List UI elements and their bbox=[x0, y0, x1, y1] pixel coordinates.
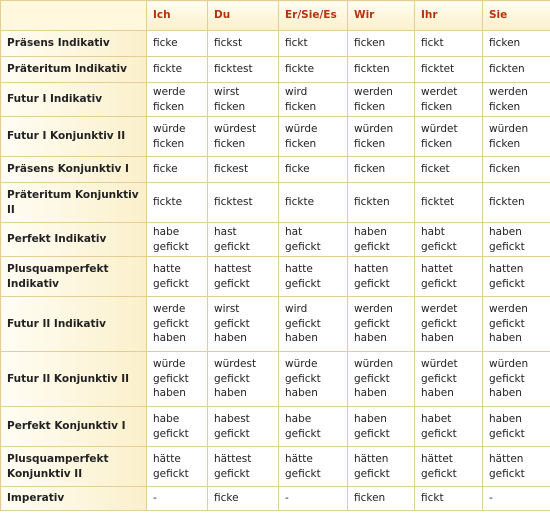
conjugation-form: gefickt bbox=[354, 317, 390, 330]
conjugation-cell bbox=[279, 297, 348, 352]
conjugation-form: haben bbox=[489, 413, 522, 425]
conjugation-cell bbox=[208, 157, 279, 183]
conjugation-cell bbox=[208, 57, 279, 83]
conjugation-cell bbox=[348, 223, 415, 257]
conjugation-form: gefickt bbox=[354, 427, 390, 440]
conjugation-form: gefickt bbox=[421, 427, 457, 440]
conjugation-form: gefickt bbox=[153, 240, 189, 253]
conjugation-form: hat bbox=[285, 226, 303, 238]
conjugation-cell bbox=[348, 157, 415, 183]
conjugation-form: haben bbox=[285, 387, 318, 400]
conjugation-cell bbox=[348, 57, 415, 83]
conjugation-form: fickten bbox=[354, 196, 390, 209]
conjugation-form: ficken bbox=[421, 100, 453, 113]
conjugation-form: gefickt bbox=[489, 467, 525, 480]
conjugation-form: hattet bbox=[421, 263, 453, 275]
conjugation-form: haben bbox=[354, 413, 387, 425]
table-row bbox=[1, 157, 550, 183]
conjugation-form: ficken bbox=[354, 137, 386, 150]
conjugation-cell bbox=[279, 447, 348, 487]
conjugation-cell bbox=[208, 183, 279, 223]
conjugation-cell bbox=[279, 83, 348, 117]
conjugation-form: gefickt bbox=[214, 467, 250, 480]
conjugation-cell bbox=[279, 117, 348, 157]
conjugation-form: gefickt bbox=[153, 467, 189, 480]
conjugation-form: habt bbox=[421, 226, 445, 238]
conjugation-form: ficke bbox=[153, 163, 178, 176]
conjugation-form: wird bbox=[285, 303, 308, 316]
conjugation-form: würdet bbox=[421, 123, 458, 135]
conjugation-form: ficke bbox=[153, 37, 178, 50]
conjugation-cell bbox=[348, 352, 415, 407]
conjugation-form: würdest bbox=[214, 123, 257, 135]
conjugation-form: hätte bbox=[153, 453, 181, 465]
row-label: Futur I Konjunktiv II bbox=[1, 117, 147, 157]
conjugation-form: haben bbox=[153, 387, 186, 400]
conjugation-form: haben bbox=[421, 387, 454, 400]
conjugation-cell bbox=[348, 487, 415, 511]
conjugation-form: hätten bbox=[489, 453, 524, 465]
row-label: Perfekt Indikativ bbox=[1, 223, 147, 257]
conjugation-cell bbox=[348, 447, 415, 487]
table-row bbox=[1, 297, 550, 352]
conjugation-cell bbox=[147, 257, 208, 297]
conjugation-cell bbox=[279, 487, 348, 511]
conjugation-form: fickest bbox=[214, 163, 249, 176]
table-row bbox=[1, 447, 550, 487]
conjugation-form: gefickt bbox=[421, 372, 457, 385]
conjugation-form: haben bbox=[489, 387, 522, 400]
conjugation-form: gefickt bbox=[489, 277, 525, 290]
conjugation-cell bbox=[415, 83, 483, 117]
conjugation-form: gefickt bbox=[421, 240, 457, 253]
column-header: Ihr bbox=[415, 1, 483, 31]
conjugation-cell bbox=[348, 83, 415, 117]
conjugation-form: hatte bbox=[153, 263, 181, 275]
table-row bbox=[1, 223, 550, 257]
conjugation-form: gefickt bbox=[354, 277, 390, 290]
conjugation-form: wirst bbox=[214, 86, 240, 98]
table-row bbox=[1, 407, 550, 447]
conjugation-form: haben bbox=[489, 226, 522, 238]
conjugation-form: habest bbox=[214, 413, 250, 425]
conjugation-cell bbox=[483, 487, 550, 511]
conjugation-form: werdet bbox=[421, 303, 458, 316]
conjugation-form: fickt bbox=[421, 37, 444, 50]
conjugation-cell bbox=[279, 31, 348, 57]
conjugation-cell bbox=[147, 223, 208, 257]
conjugation-cell bbox=[147, 57, 208, 83]
conjugation-form: hätten bbox=[354, 453, 389, 465]
conjugation-form: fickten bbox=[489, 196, 525, 209]
row-label: Präteritum Indikativ bbox=[1, 57, 147, 83]
conjugation-form: ficken bbox=[214, 100, 246, 113]
row-label: Plusquamperfekt Indikativ bbox=[1, 257, 147, 297]
conjugation-form: habe bbox=[153, 226, 180, 238]
conjugation-form: werden bbox=[354, 86, 393, 98]
conjugation-cell bbox=[147, 487, 208, 511]
conjugation-form: ficke bbox=[214, 492, 239, 505]
conjugation-form: ficken bbox=[489, 137, 521, 150]
conjugation-cell bbox=[147, 407, 208, 447]
conjugation-cell bbox=[415, 117, 483, 157]
conjugation-cell bbox=[147, 183, 208, 223]
conjugation-cell bbox=[483, 257, 550, 297]
conjugation-form: fickt bbox=[285, 37, 308, 50]
conjugation-form: gefickt bbox=[285, 317, 321, 330]
conjugation-cell bbox=[279, 223, 348, 257]
conjugation-cell bbox=[208, 117, 279, 157]
conjugation-form: würden bbox=[354, 358, 394, 371]
conjugation-form: hättet bbox=[421, 453, 453, 465]
conjugation-form: gefickt bbox=[153, 372, 189, 385]
conjugation-form: gefickt bbox=[214, 317, 250, 330]
conjugation-cell bbox=[483, 157, 550, 183]
conjugation-cell bbox=[415, 407, 483, 447]
conjugation-form: gefickt bbox=[285, 277, 321, 290]
conjugation-form: gefickt bbox=[214, 277, 250, 290]
conjugation-cell bbox=[279, 183, 348, 223]
conjugation-form: ficken bbox=[285, 137, 317, 150]
conjugation-form: habet bbox=[421, 413, 452, 425]
conjugation-form: ficken bbox=[153, 137, 185, 150]
table-row bbox=[1, 57, 550, 83]
conjugation-form: gefickt bbox=[214, 240, 250, 253]
conjugation-form: haben bbox=[421, 332, 454, 345]
conjugation-form: werden bbox=[489, 86, 528, 98]
conjugation-form: würde bbox=[285, 358, 318, 371]
conjugation-form: ficket bbox=[421, 163, 450, 176]
conjugation-cell bbox=[147, 31, 208, 57]
conjugation-form: hätte bbox=[285, 453, 313, 465]
conjugation-form: gefickt bbox=[489, 427, 525, 440]
conjugation-form: ficken bbox=[153, 100, 185, 113]
conjugation-cell bbox=[415, 297, 483, 352]
conjugation-form: ficken bbox=[354, 37, 386, 50]
conjugation-cell bbox=[483, 447, 550, 487]
conjugation-form: ficken bbox=[354, 492, 386, 505]
conjugation-form: fickt bbox=[421, 492, 444, 505]
conjugation-cell bbox=[483, 407, 550, 447]
table-row bbox=[1, 31, 550, 57]
conjugation-cell bbox=[415, 447, 483, 487]
row-label: Futur I Indikativ bbox=[1, 83, 147, 117]
conjugation-form: haben bbox=[214, 332, 247, 345]
conjugation-cell bbox=[279, 352, 348, 407]
conjugation-form: hatten bbox=[354, 263, 389, 275]
conjugation-form: werde bbox=[153, 303, 186, 316]
table-row bbox=[1, 83, 550, 117]
conjugation-cell bbox=[279, 257, 348, 297]
conjugation-form: gefickt bbox=[421, 467, 457, 480]
conjugation-form: ficken bbox=[489, 37, 521, 50]
conjugation-form: gefickt bbox=[285, 240, 321, 253]
conjugation-form: gefickt bbox=[489, 240, 525, 253]
conjugation-cell bbox=[483, 352, 550, 407]
conjugation-cell bbox=[208, 257, 279, 297]
conjugation-form: werde bbox=[153, 86, 186, 98]
column-header: Du bbox=[208, 1, 279, 31]
conjugation-cell bbox=[348, 257, 415, 297]
conjugation-cell bbox=[147, 83, 208, 117]
conjugation-form: - bbox=[153, 492, 157, 505]
conjugation-form: haben bbox=[354, 387, 387, 400]
row-label: Präteritum Konjunktiv II bbox=[1, 183, 147, 223]
conjugation-cell bbox=[147, 352, 208, 407]
conjugation-form: gefickt bbox=[285, 427, 321, 440]
conjugation-form: gefickt bbox=[285, 372, 321, 385]
conjugation-cell bbox=[348, 117, 415, 157]
conjugation-cell bbox=[208, 297, 279, 352]
conjugation-form: hast bbox=[214, 226, 237, 238]
row-label: Präsens Konjunktiv I bbox=[1, 157, 147, 183]
conjugation-form: gefickt bbox=[489, 372, 525, 385]
conjugation-cell bbox=[483, 223, 550, 257]
conjugation-cell bbox=[279, 157, 348, 183]
conjugation-form: ficktest bbox=[214, 63, 253, 76]
column-header: Sie bbox=[483, 1, 550, 31]
conjugation-form: ficken bbox=[285, 100, 317, 113]
conjugation-form: gefickt bbox=[354, 372, 390, 385]
conjugation-form: gefickt bbox=[354, 240, 390, 253]
row-label: Plusquamperfekt Konjunktiv II bbox=[1, 447, 147, 487]
column-header: Er/Sie/Es bbox=[279, 1, 348, 31]
conjugation-form: wirst bbox=[214, 303, 240, 316]
conjugation-form: werden bbox=[489, 303, 528, 316]
conjugation-form: gefickt bbox=[285, 467, 321, 480]
conjugation-form: ficken bbox=[489, 100, 521, 113]
conjugation-form: haben bbox=[354, 332, 387, 345]
row-label: Imperativ bbox=[1, 487, 147, 511]
conjugation-form: habe bbox=[285, 413, 312, 425]
conjugation-cell bbox=[147, 117, 208, 157]
conjugation-form: fickten bbox=[489, 63, 525, 76]
conjugation-form: hättest bbox=[214, 453, 252, 465]
conjugation-cell bbox=[415, 31, 483, 57]
table-row bbox=[1, 117, 550, 157]
conjugation-cell bbox=[208, 83, 279, 117]
conjugation-cell bbox=[483, 297, 550, 352]
conjugation-form: fickte bbox=[153, 63, 183, 76]
conjugation-cell bbox=[147, 297, 208, 352]
conjugation-form: wird bbox=[285, 86, 308, 98]
conjugation-form: fickten bbox=[354, 63, 390, 76]
conjugation-form: haben bbox=[153, 332, 186, 345]
conjugation-cell bbox=[415, 487, 483, 511]
conjugation-cell bbox=[348, 31, 415, 57]
conjugation-form: würden bbox=[489, 358, 529, 371]
conjugation-cell bbox=[415, 157, 483, 183]
conjugation-cell bbox=[415, 183, 483, 223]
conjugation-form: - bbox=[489, 492, 493, 505]
conjugation-form: gefickt bbox=[214, 372, 250, 385]
conjugation-form: fickte bbox=[153, 196, 183, 209]
conjugation-cell bbox=[208, 407, 279, 447]
conjugation-cell bbox=[208, 447, 279, 487]
conjugation-cell bbox=[208, 223, 279, 257]
conjugation-cell bbox=[208, 352, 279, 407]
corner-cell bbox=[1, 1, 147, 31]
conjugation-cell bbox=[483, 183, 550, 223]
conjugation-form: würde bbox=[285, 123, 318, 135]
conjugation-cell bbox=[147, 157, 208, 183]
conjugation-cell bbox=[483, 57, 550, 83]
table-body bbox=[1, 31, 550, 511]
conjugation-form: ficken bbox=[214, 137, 246, 150]
conjugation-form: fickte bbox=[285, 196, 315, 209]
conjugation-form: gefickt bbox=[489, 317, 525, 330]
conjugation-form: ficktet bbox=[421, 196, 455, 209]
conjugation-form: haben bbox=[354, 226, 387, 238]
conjugation-form: werden bbox=[354, 303, 393, 316]
conjugation-form: ficke bbox=[285, 163, 310, 176]
conjugation-form: würdet bbox=[421, 358, 458, 371]
conjugation-cell bbox=[415, 352, 483, 407]
conjugation-form: ficken bbox=[354, 163, 386, 176]
conjugation-cell bbox=[279, 407, 348, 447]
column-header: Ich bbox=[147, 1, 208, 31]
conjugation-form: haben bbox=[285, 332, 318, 345]
table-row bbox=[1, 257, 550, 297]
conjugation-cell bbox=[483, 83, 550, 117]
table-row bbox=[1, 352, 550, 407]
table-row bbox=[1, 183, 550, 223]
conjugation-form: hatte bbox=[285, 263, 313, 275]
conjugation-form: habe bbox=[153, 413, 180, 425]
conjugation-form: ficken bbox=[354, 100, 386, 113]
conjugation-form: werdet bbox=[421, 86, 458, 98]
conjugation-form: würdest bbox=[214, 358, 257, 371]
row-label: Präsens Indikativ bbox=[1, 31, 147, 57]
conjugation-cell bbox=[348, 297, 415, 352]
conjugation-form: gefickt bbox=[153, 427, 189, 440]
conjugation-form: würde bbox=[153, 123, 186, 135]
conjugation-cell bbox=[483, 31, 550, 57]
conjugation-form: - bbox=[285, 492, 289, 505]
conjugation-form: würden bbox=[489, 123, 529, 135]
conjugation-cell bbox=[208, 31, 279, 57]
conjugation-form: würde bbox=[153, 358, 186, 371]
column-header: Wir bbox=[348, 1, 415, 31]
conjugation-form: gefickt bbox=[421, 277, 457, 290]
conjugation-cell bbox=[415, 257, 483, 297]
row-label: Futur II Konjunktiv II bbox=[1, 352, 147, 407]
table-row bbox=[1, 487, 550, 511]
row-label: Perfekt Konjunktiv I bbox=[1, 407, 147, 447]
header-row bbox=[1, 1, 550, 31]
row-label: Futur II Indikativ bbox=[1, 297, 147, 352]
conjugation-form: ficken bbox=[489, 163, 521, 176]
conjugation-cell bbox=[147, 447, 208, 487]
conjugation-form: ficken bbox=[421, 137, 453, 150]
conjugation-form: gefickt bbox=[153, 277, 189, 290]
conjugation-form: haben bbox=[489, 332, 522, 345]
conjugation-cell bbox=[279, 57, 348, 83]
conjugation-form: ficktest bbox=[214, 196, 253, 209]
conjugation-form: haben bbox=[214, 387, 247, 400]
conjugation-cell bbox=[208, 487, 279, 511]
conjugation-form: gefickt bbox=[153, 317, 189, 330]
conjugation-form: fickte bbox=[285, 63, 315, 76]
conjugation-cell bbox=[415, 223, 483, 257]
conjugation-form: hattest bbox=[214, 263, 252, 275]
conjugation-form: gefickt bbox=[421, 317, 457, 330]
conjugation-form: würden bbox=[354, 123, 394, 135]
conjugation-cell bbox=[348, 183, 415, 223]
conjugation-form: fickst bbox=[214, 37, 243, 50]
conjugation-cell bbox=[348, 407, 415, 447]
conjugation-form: gefickt bbox=[354, 467, 390, 480]
conjugation-form: hatten bbox=[489, 263, 524, 275]
conjugation-form: gefickt bbox=[214, 427, 250, 440]
conjugation-cell bbox=[415, 57, 483, 83]
conjugation-form: ficktet bbox=[421, 63, 455, 76]
conjugation-cell bbox=[483, 117, 550, 157]
